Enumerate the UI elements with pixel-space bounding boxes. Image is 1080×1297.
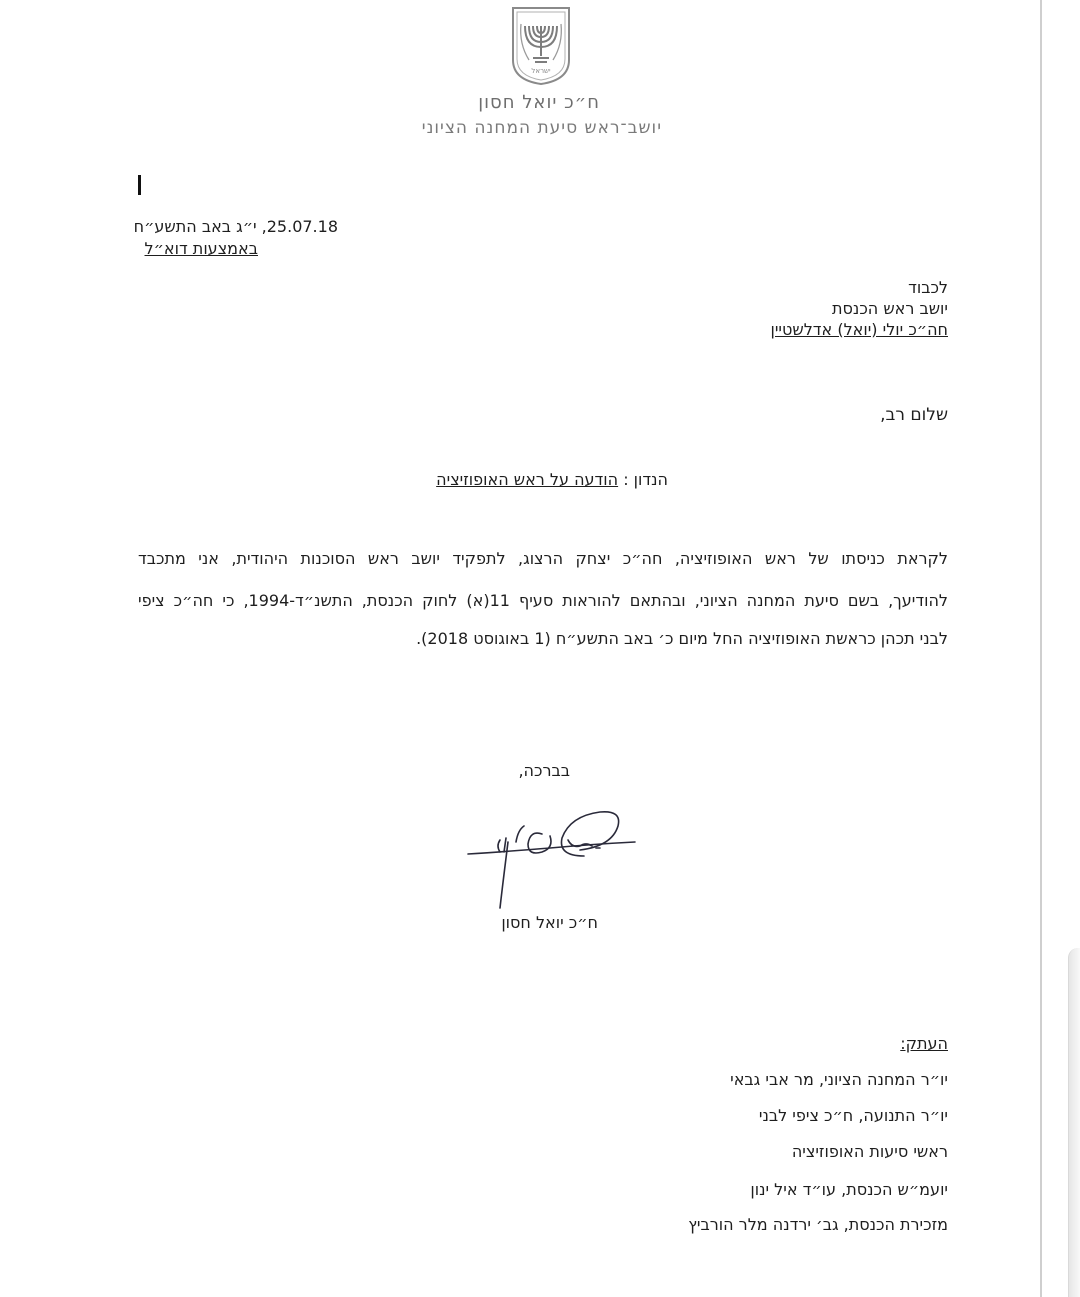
letter-date: 25.07.18, י״ג באב התשע״ח	[133, 217, 338, 236]
addressee-name: חה״כ יולי (יואל) אדלשטיין	[770, 320, 948, 339]
margin-mark	[138, 175, 141, 195]
knesset-emblem	[509, 6, 573, 86]
signer-name: ח״כ יואל חסון	[501, 913, 598, 932]
header-name: ח״כ יואל חסון	[478, 92, 600, 113]
body-line-1: לקראת כניסתו של ראש האופוזיציה, חה״כ יצחק הרצוג, לתפקיד יושב ראש הסוכנות היהודית, אני מתכבד	[138, 549, 948, 568]
cc-item: מזכירת הכנסת, גב׳ ירדנה מלר הורביץ	[688, 1215, 948, 1234]
subject-text: הודעה על ראש האופוזיציה	[436, 470, 619, 489]
svg-text:ישראל: ישראל	[531, 67, 551, 75]
delivery-method: באמצעות דוא״ל	[144, 239, 258, 258]
subject-line	[400, 470, 668, 489]
cc-item: יו״ר התנועה, ח״כ ציפי לבני	[758, 1106, 948, 1125]
cc-item: ראשי סיעות האופוזיציה	[791, 1142, 948, 1161]
body-line-2: להודיעך, בשם סיעת המחנה הציוני, ובהתאם להוראות סעיף 11(א) לחוק הכנסת, התשנ״ד-1994, כי חה״כ ציפי	[138, 591, 948, 610]
handwritten-signature	[430, 790, 660, 920]
addressee-title: יושב ראש הכנסת	[832, 299, 948, 318]
scroll-handle[interactable]	[1068, 948, 1080, 1297]
cc-item: יו״ר המחנה הציוני, מר אבי גבאי	[730, 1070, 948, 1089]
header-role: יושב־ראש סיעת המחנה הציוני	[421, 118, 662, 138]
page-edge	[1040, 0, 1042, 1297]
cc-item: יועמ״ש הכנסת, עו״ד איל ינון	[750, 1180, 948, 1199]
greeting: שלום רב,	[880, 405, 948, 425]
body-line-3: לבני תכהן כראשת האופוזיציה החל מיום כ׳ באב התשע״ח (1 באוגוסט 2018).	[416, 629, 948, 648]
closing: בברכה,	[518, 761, 570, 780]
subject-label: הנדון :	[623, 470, 668, 489]
cc-title: העתק:	[900, 1034, 948, 1053]
addressee-salutation: לכבוד	[908, 278, 948, 297]
